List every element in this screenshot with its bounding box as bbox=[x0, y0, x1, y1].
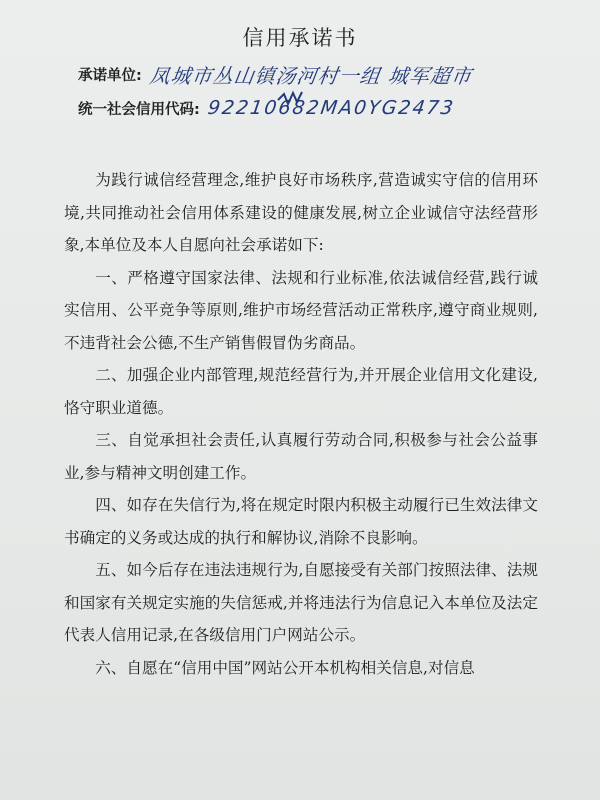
unit-handwritten-value: 凤城市丛山镇汤河村一组 城军超市 bbox=[147, 63, 474, 88]
commitment-item-1: 一、严格遵守国家法律、法规和行业标准,依法诚信经营,践行诚实信用、公平竞争等原则,维护市场经营活动正常秩序,遵守商业规则,不违背社会公德,不生产销售假冒伪劣商品。 bbox=[64, 268, 538, 352]
commitment-item-2: 二、加强企业内部管理,规范经营行为,并开展企业信用文化建设,恪守职业道德。 bbox=[64, 366, 538, 417]
commitment-item-5: 五、如今后存在违法违规行为,自愿接受有关部门按照法律、法规和国家有关规定实施的失信惩戒,并将违法行为信息记入本单位及法定代表人信用记录,在各级信用门户网站公示。 bbox=[64, 561, 538, 644]
credit-code-row bbox=[78, 91, 455, 125]
credit-code-label: 统一社会信用代码: bbox=[78, 101, 200, 118]
commitment-body bbox=[64, 164, 538, 684]
document-title: 信用承诺书 bbox=[242, 26, 358, 50]
commitment-item-3: 三、自觉承担社会责任,认真履行劳动合同,积极参与社会公益事业,参与精神文明创建工作。 bbox=[64, 431, 538, 482]
unit-label: 承诺单位: bbox=[78, 67, 142, 84]
intro-paragraph: 为践行诚信经营理念,维护良好市场秩序,营造诚实守信的信用环境,共同推动社会信用体系建设的健康发展,树立企业诚信守法经营形象,本单位及本人自愿向社会承诺如下: bbox=[64, 171, 538, 254]
unit-row bbox=[78, 57, 472, 91]
commitment-item-4: 四、如存在失信行为,将在规定时限内积极主动履行已生效法律文书确定的义务或达成的执行和解协议,消除不良影响。 bbox=[64, 496, 538, 547]
commitment-item-6: 六、自愿在“信用中国”网站公开本机构相关信息,对信息 bbox=[95, 658, 475, 677]
credit-code-handwritten-value: 92210682MA0YG2473 bbox=[206, 97, 457, 119]
